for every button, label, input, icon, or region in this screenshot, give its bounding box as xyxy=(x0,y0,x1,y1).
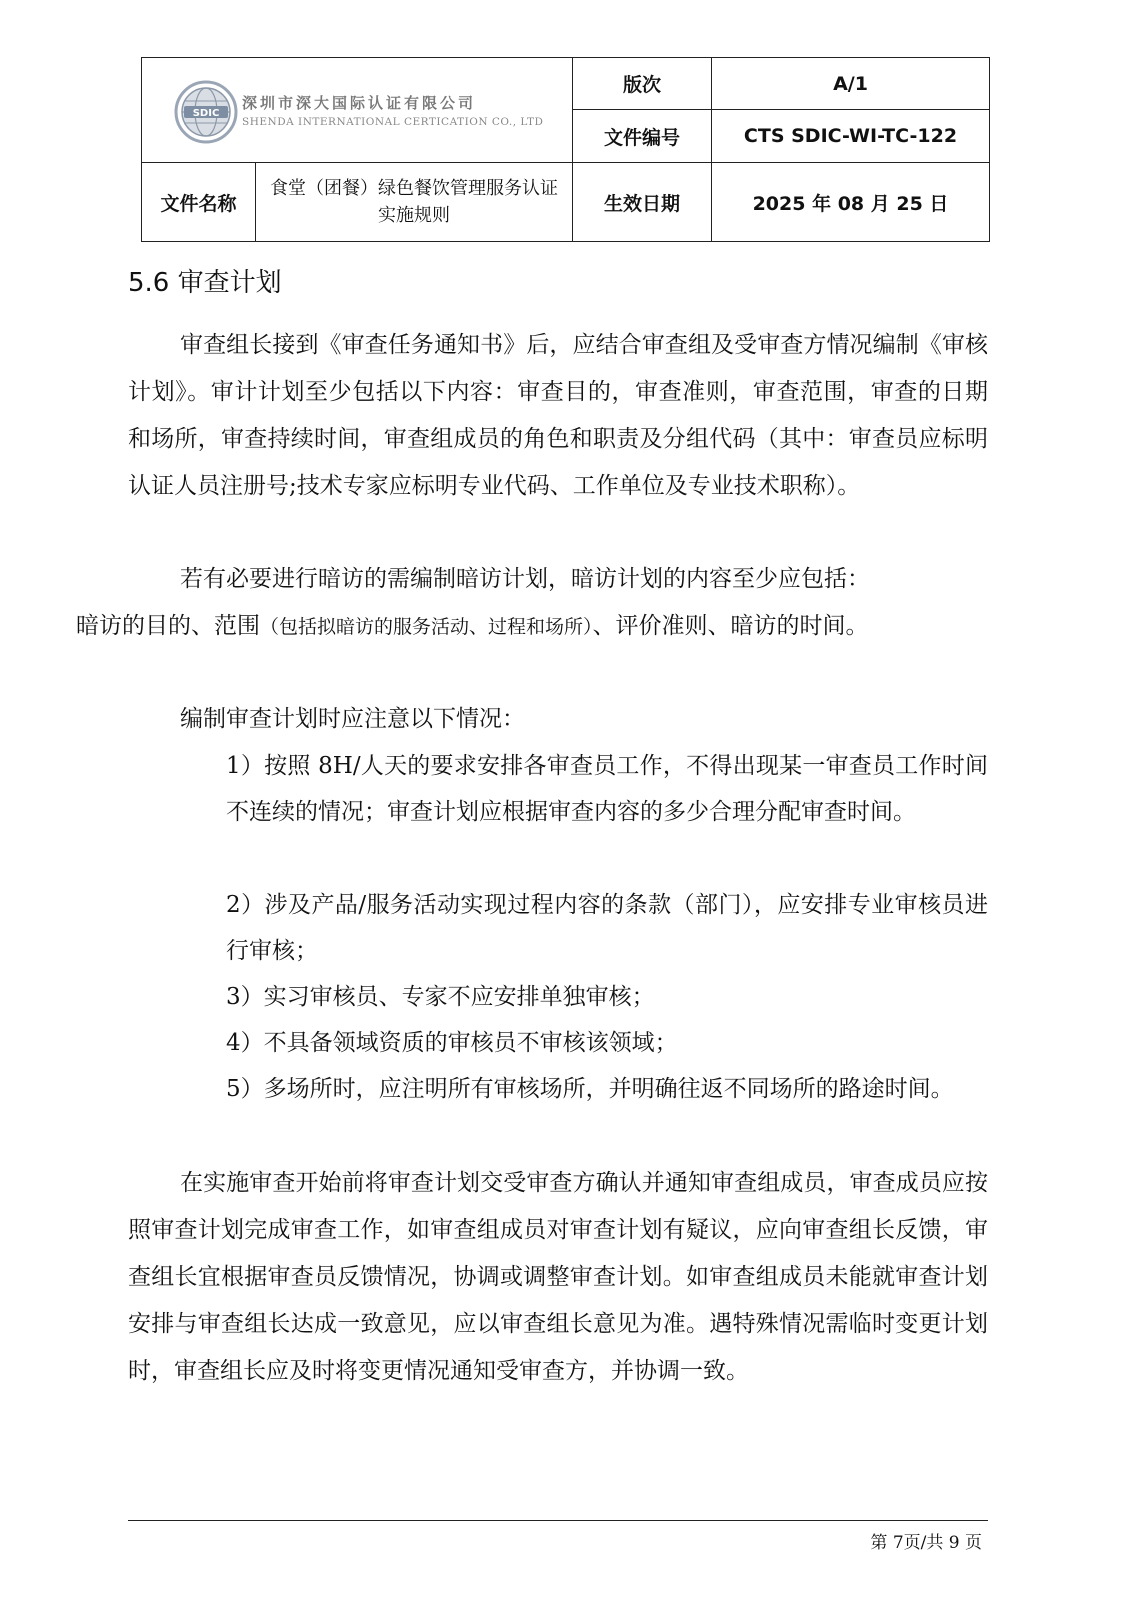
footer-divider xyxy=(128,1520,988,1521)
company-logo-icon xyxy=(174,80,238,144)
list-item: 2）涉及产品/服务活动实现过程内容的条款（部门），应安排专业审核员进行审核； xyxy=(226,892,988,964)
covert-visit-rest: 、评价准则、暗访的时间。 xyxy=(592,613,869,639)
version-value: A/1 xyxy=(712,58,990,110)
paragraph-plan-contents: 审查组长接到《审查任务通知书》后，应结合审查组及受审查方情况编制《审核计划》。审计计划至少包括以下内容：审查目的，审查准则，审查范围，审查的日期和场所，审查持续时间，审查组成员的角色和职责及分组代码（其中：审查员应标明认证人员注册号;技术专家应标明专业代码、工作单位及专业技术职称）。 xyxy=(128,332,988,499)
company-logo-cell xyxy=(142,58,573,163)
effective-date-value: 2025 年 08 月 25 日 xyxy=(712,163,990,242)
section-title: 5.6 审查计划 xyxy=(128,268,282,298)
logo-text: SDIC xyxy=(192,108,220,119)
version-label: 版次 xyxy=(573,58,712,110)
page-number: 第 7页/共 9 页 xyxy=(870,1533,982,1553)
paragraph-plan-notes: 编制审查计划时应注意以下情况： xyxy=(180,706,525,732)
company-name-en: SHENDA INTERNATIONAL CERTICATION CO., LTD xyxy=(242,116,544,128)
covert-visit-scope: 暗访的目的、范围 xyxy=(76,613,260,639)
paragraph-plan-confirmation: 在实施审查开始前将审查计划交受审查方确认并通知审查组成员，审查成员应按照审查计划完成审查工作，如审查组成员对审查计划有疑议，应向审查组长反馈，审查组长宜根据审查员反馈情况，协调或调整审查计划。如审查组成员未能就审查计划安排与审查组长达成一致意见，应以审查组长意见为准。遇特殊情况需临时变更计划时，审查组长应及时将变更情况通知受审查方，并协调一致。 xyxy=(128,1170,988,1384)
covert-visit-scope-note: （包括拟暗访的服务活动、过程和场所） xyxy=(260,616,593,638)
list-item: 4）不具备领域资质的审核员不审核该领域； xyxy=(226,1030,678,1056)
effective-date-label: 生效日期 xyxy=(573,163,712,242)
list-item: 5）多场所时，应注明所有审核场所，并明确往返不同场所的路途时间。 xyxy=(226,1076,954,1102)
doc-name-label: 文件名称 xyxy=(142,163,256,242)
covert-visit-intro: 若有必要进行暗访的需编制暗访计划，暗访计划的内容至少应包括： xyxy=(180,566,870,592)
document-header-table xyxy=(141,57,990,242)
list-item: 3）实习审核员、专家不应安排单独审核； xyxy=(226,984,655,1010)
doc-name-value: 食堂（团餐）绿色餐饮管理服务认证实施规则 xyxy=(256,163,573,242)
paragraph-covert-visit xyxy=(76,556,988,651)
doc-number-label: 文件编号 xyxy=(573,110,712,163)
company-name-cn: 深圳市深大国际认证有限公司 xyxy=(242,94,477,112)
list-item: 1）按照 8H/人天的要求安排各审查员工作，不得出现某一审查员工作时间不连续的情况；审查计划应根据审查内容的多少合理分配审查时间。 xyxy=(226,753,988,825)
doc-number-value: CTS SDIC-WI-TC-122 xyxy=(712,110,990,163)
